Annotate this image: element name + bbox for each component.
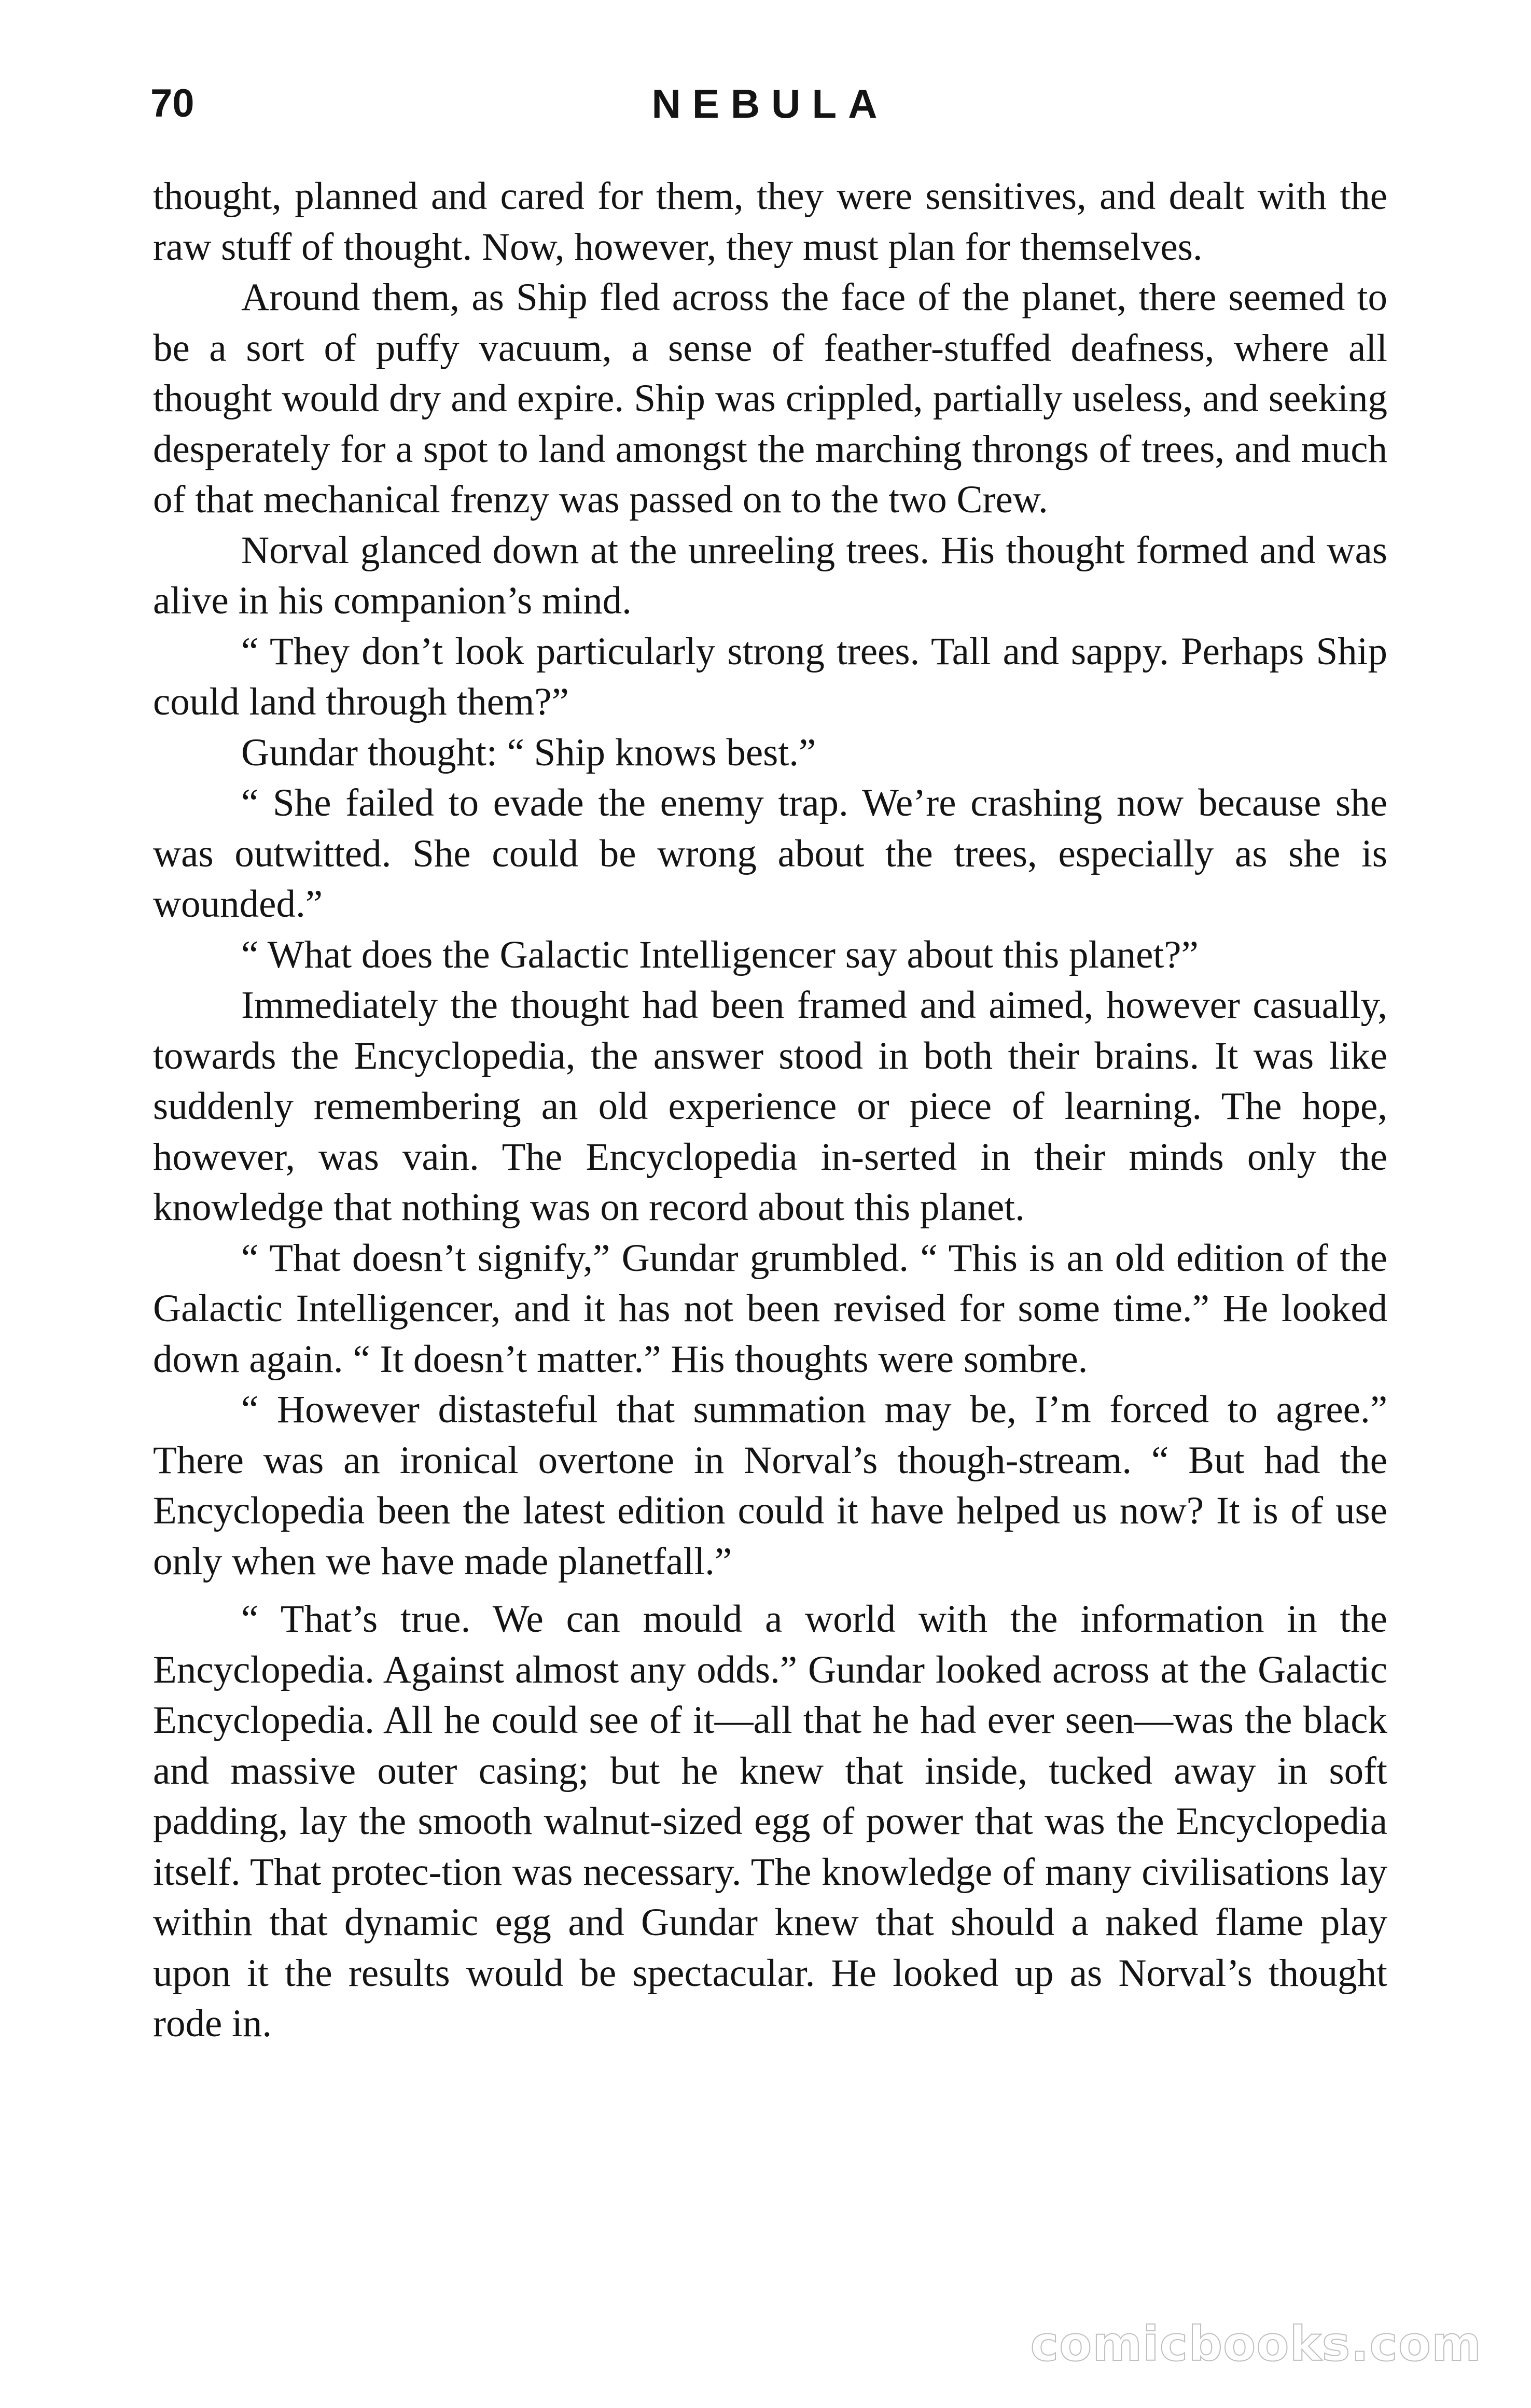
- page-header: [150, 75, 1390, 132]
- paragraph: “ They don’t look particularly strong trees. Tall and sappy. Perhaps Ship could land through them?”: [153, 629, 1387, 723]
- watermark: comicbooks.com: [1030, 2316, 1482, 2372]
- paragraph: Gundar thought: “ Ship knows best.”: [241, 731, 816, 774]
- body-text: [153, 171, 1387, 2049]
- paragraph: Around them, as Ship fled across the face of the planet, there seemed to be a sort of puffy vacuum, a sense of feather-stuffed deafness, where all thought would dry and expire. Ship was crippled, partially useless, and seeking desperately for a spot to land amongst the marching throngs of trees, and much of that mechanical frenzy was passed on to the two Crew.: [153, 276, 1387, 521]
- running-head-title: NEBULA: [651, 81, 889, 127]
- paragraph: Norval glanced down at the unreeling trees. His thought formed and was alive in his companion’s mind.: [153, 528, 1387, 622]
- page-number: 70: [150, 81, 194, 125]
- paragraph: “ What does the Galactic Intelligencer say about this planet?”: [241, 933, 1199, 976]
- paragraph: thought, planned and cared for them, they were sensitives, and dealt with the raw stuff of thought. Now, however, they must plan for themselves.: [153, 175, 1387, 269]
- paragraph: “ That’s true. We can mould a world with the information in the Encyclopedia. Against almost any odds.” Gundar looked across at the Galactic Encyclopedia. All he could see of it—all that he had ever seen—was the black and massive outer casing; but he knew that inside, tucked away in soft padding, lay the smooth walnut-sized egg of power that was the Encyclopedia itself. That protec-tion was necessary. The knowledge of many civilisations lay within that dynamic egg and Gundar knew that should a naked flame play upon it the results would be spectacular. He looked up as Norval’s thought rode in.: [153, 1598, 1387, 2045]
- paragraph: “ However distasteful that summation may be, I’m forced to agree.” There was an ironical overtone in Norval’s though-stream. “ But had the Encyclopedia been the latest edition could it have helped us now? It is of use only when we have made planetfall.”: [153, 1388, 1387, 1583]
- paragraph: “ She failed to evade the enemy trap. We’re crashing now because she was outwitted. She could be wrong about the trees, especially as she is wounded.”: [153, 781, 1387, 926]
- paragraph: Immediately the thought had been framed and aimed, however casually, towards the Encyclopedia, the answer stood in both their brains. It was like suddenly remembering an old experience or piece of learning. The hope, however, was vain. The Encyclopedia in-serted in their minds only the knowledge that nothing was on record about this planet.: [153, 984, 1387, 1229]
- paragraph: “ That doesn’t signify,” Gundar grumbled. “ This is an old edition of the Galactic Intelligencer, and it has not been revised for some time.” He looked down again. “ It doesn’t matter.” His thoughts were sombre.: [153, 1236, 1387, 1381]
